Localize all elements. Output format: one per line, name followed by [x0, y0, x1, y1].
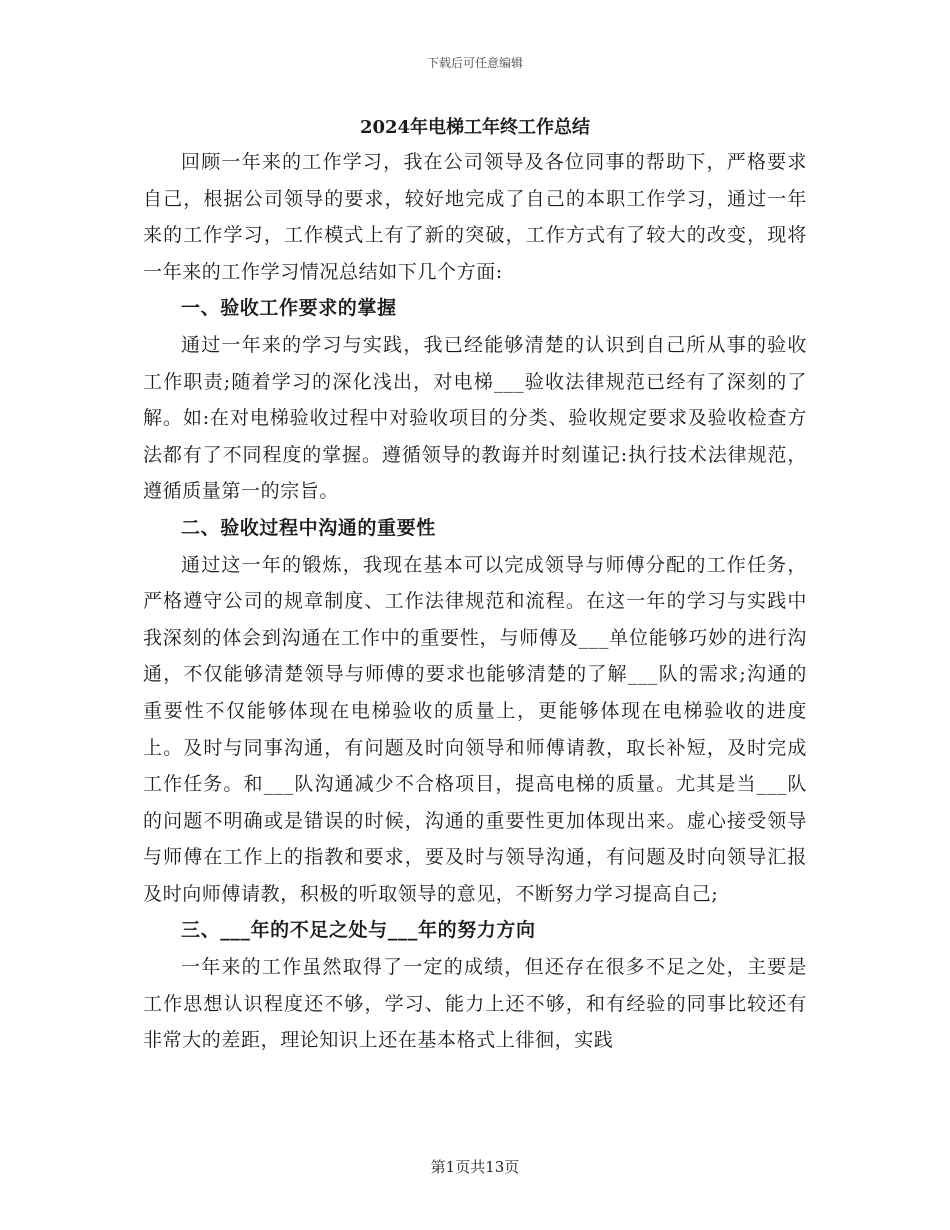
section-body-3: 一年来的工作虽然取得了一定的成绩，但还存在很多不足之处，主要是工作思想认识程度还不够，学习、能力上还不够，和有经验的同事比较还有非常大的差距，理论知识上还在基本格式上徘徊，实践 [143, 956, 807, 1052]
section-body-2: 通过这一年的锻炼，我现在基本可以完成领导与师傅分配的工作任务，严格遵守公司的规章制度、工作法律规范和流程。在这一年的学习与实践中我深刻的体会到沟通在工作中的重要性，与师傅及___单位能够巧妙的进行沟通，不仅能够清楚领导与师傅的要求也能够清楚的了解___队的需求;沟通的重要性不仅能够体现在电梯验收的质量上，更能够体现在电梯验收的进度上。及时与同事沟通，有问题及时向领导和师傅请教，取长补短，及时完成工作任务。和___队沟通减少不合格项目，提高电梯的质量。尤其是当___队的问题不明确或是错误的时候，沟通的重要性更加体现出来。虚心接受领导与师傅在工作上的指教和要求，要及时与领导沟通，有问题及时向领导汇报及时向师傅请教，积极的听取领导的意见，不断努力学习提高自己; [143, 553, 807, 905]
section-heading-3: 三、___年的不足之处与___年的努力方向 [181, 919, 536, 942]
document-body [143, 112, 807, 1059]
section-body-1: 通过一年来的学习与实践，我已经能够清楚的认识到自己所从事的验收工作职责;随着学习的深化浅出，对电梯___验收法律规范已经有了深刻的了解。如:在对电梯验收过程中对验收项目的分类、验收规定要求及验收检查方法都有了不同程度的掌握。遵循领导的教诲并时刻谨记:执行技术法律规范，遵循质量第一的宗旨。 [143, 333, 807, 503]
intro-paragraph: 回顾一年来的工作学习，我在公司领导及各位同事的帮助下，严格要求自己，根据公司领导的要求，较好地完成了自己的本职工作学习，通过一年来的工作学习，工作模式上有了新的突破，工作方式有了较大的改变，现将一年来的工作学习情况总结如下几个方面: [143, 151, 807, 283]
document-title: 2024年电梯工年终工作总结 [359, 117, 591, 138]
header-note: 下载后可任意编辑 [426, 56, 523, 70]
section-heading-1: 一、验收工作要求的掌握 [181, 297, 397, 320]
page-number-footer: 第1页共13页 [430, 1158, 520, 1176]
section-heading-2: 二、验收过程中沟通的重要性 [181, 516, 436, 539]
